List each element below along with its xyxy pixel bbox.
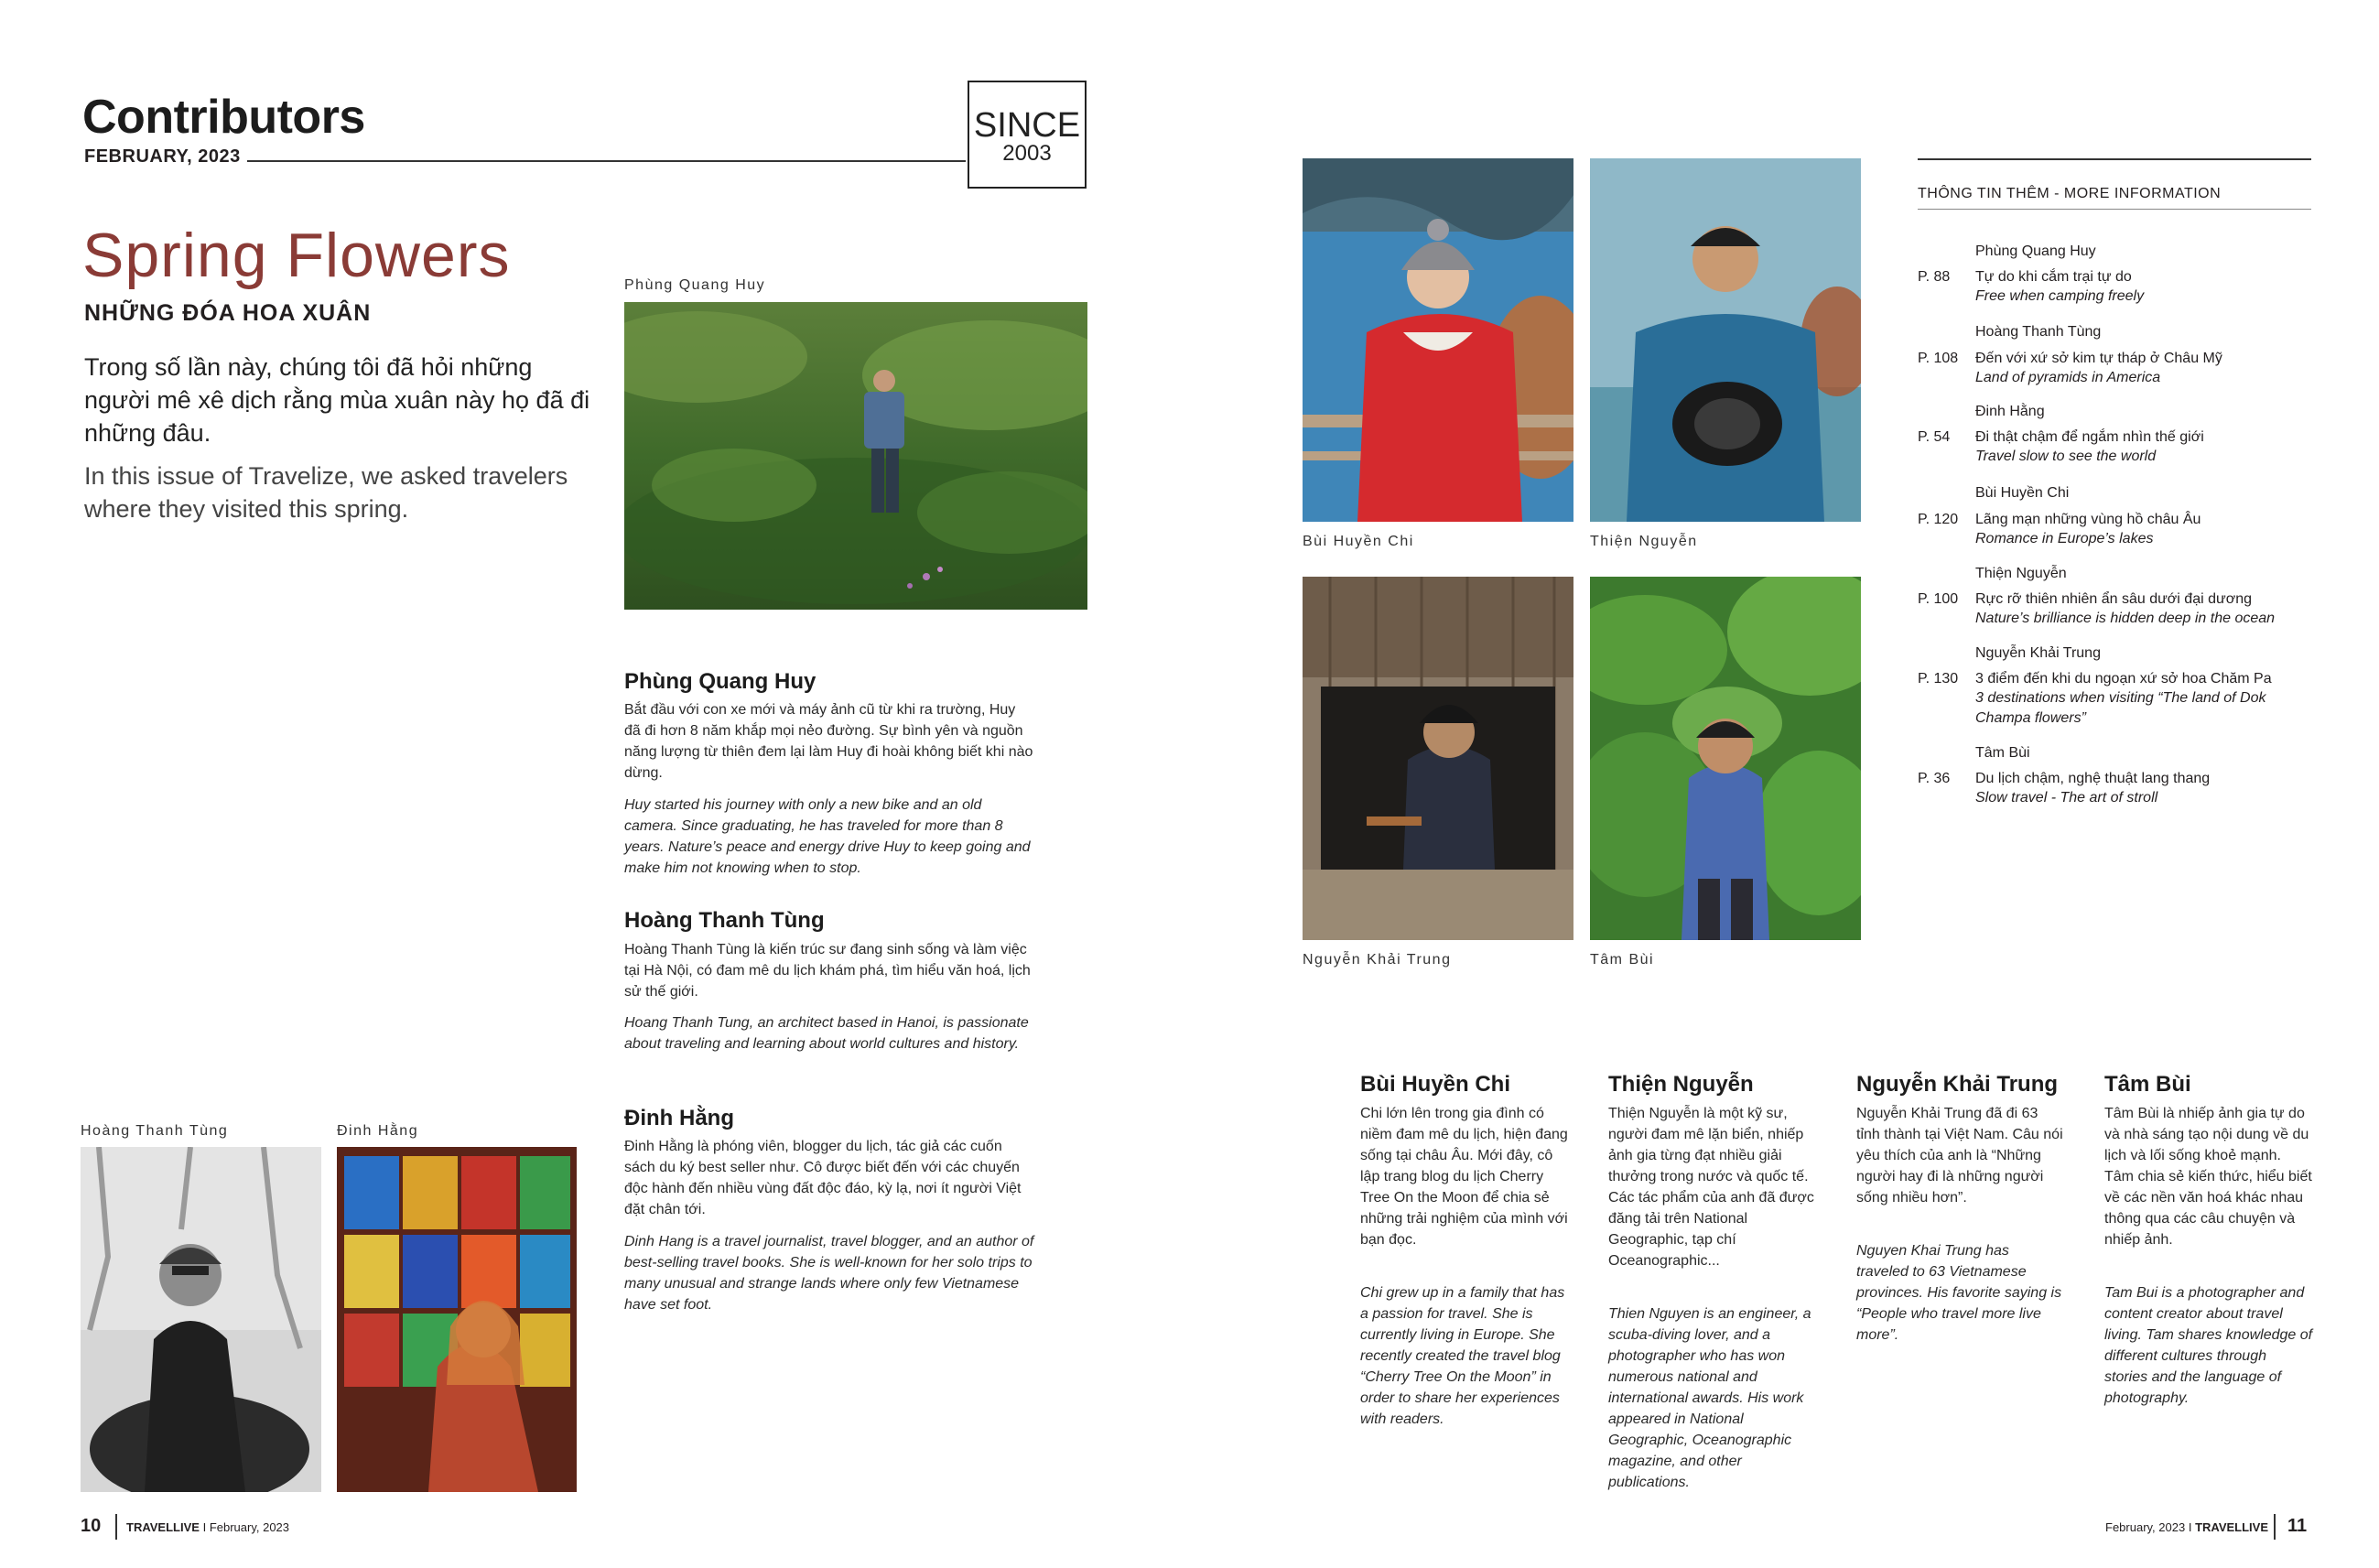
info-en-4: Nature’s brilliance is hidden deep in the ocean	[1975, 611, 2276, 626]
info-page-6: P. 36	[1918, 771, 1951, 786]
bio-en-huy: Huy started his journey with only a new bike and an old camera. Since graduating, he has traveled for more than 8 years. Nature’s peace and energy drive Huy to keep going and make him not knowing when to stop.	[624, 797, 1031, 876]
info-name-3: Bùi Huyền Chi	[1975, 485, 2070, 501]
footer-magazine-right	[2105, 1520, 2268, 1534]
photo-trung	[1303, 577, 1573, 940]
info-vn-3: Lãng mạn những vùng hồ châu Âu	[1975, 512, 2201, 527]
photo-chi	[1303, 158, 1573, 522]
info-header-rule	[1918, 209, 2311, 210]
page-title: Contributors	[82, 91, 365, 144]
footer-magazine-left	[126, 1520, 289, 1534]
info-en-6: Slow travel - The art of stroll	[1975, 790, 2158, 806]
bio-en-tung: Hoang Thanh Tung, an architect based in Hanoi, is passionate about traveling and learning about world cultures and history.	[624, 1015, 1029, 1052]
info-page-1: P. 108	[1918, 351, 1959, 366]
info-name-6: Tâm Bùi	[1975, 745, 2030, 761]
footer-date-right: February, 2023	[2105, 1520, 2186, 1534]
photo-huy	[624, 302, 1087, 610]
info-name-0: Phùng Quang Huy	[1975, 243, 2096, 259]
bio-vn-trung: Nguyễn Khải Trung đã đi 63 tỉnh thành tại Việt Nam. Câu nói yêu thích của anh là “Những người hay đi là những người sống nhiều hơn”.	[1856, 1106, 2063, 1206]
photo-hang	[337, 1147, 577, 1492]
bio-en-hang: Dinh Hang is a travel journalist, travel blogger, and an author of best-selling travel books. She is well-known for her solo trips to many unusual and strange lands where only few Vietnamese have set foot.	[624, 1234, 1034, 1313]
bio-name-chi: Bùi Huyền Chi	[1360, 1072, 1511, 1097]
info-en-0: Free when camping freely	[1975, 288, 2145, 304]
footer-divider-left	[115, 1514, 117, 1540]
bio-name-thien: Thiện Nguyễn	[1608, 1072, 1754, 1097]
footer-sep-right: I	[2188, 1520, 2192, 1534]
photo-caption-chi: Bùi Huyền Chi	[1303, 534, 1414, 549]
info-name-4: Thiện Nguyễn	[1975, 566, 2067, 581]
bio-vn-hang: Đinh Hằng là phóng viên, blogger du lịch, tác giả các cuốn sách du ký best seller như. Cô được biết đến với các chuyến độc hành đến nhiều vùng đất độc đáo, kỳ lạ, nơi ít người Việt đặt chân tới.	[624, 1139, 1022, 1217]
photo-caption-tam: Tâm Bùi	[1590, 952, 1655, 968]
info-en-1: Land of pyramids in America	[1975, 370, 2161, 385]
feature-title: Spring Flowers	[82, 221, 511, 290]
bio-name-tung: Hoàng Thanh Tùng	[624, 908, 825, 933]
page-number-right: 11	[2287, 1516, 2308, 1536]
info-en-5: 3 destinations when visiting “The land of Dok Champa flowers”	[1975, 690, 2266, 726]
bio-name-tam: Tâm Bùi	[2104, 1072, 2191, 1097]
photo-tam	[1590, 577, 1861, 940]
since-badge	[968, 81, 1087, 189]
info-name-2: Đinh Hằng	[1975, 404, 2045, 419]
info-page-2: P. 54	[1918, 429, 1951, 445]
since-year: 2003	[1002, 141, 1052, 166]
bio-vn-tam: Tâm Bùi là nhiếp ảnh gia tự do và nhà sáng tạo nội dung về du lịch và lối sống khoẻ mạnh. Tâm chia sẻ kiến thức, hiểu biết về các nền văn hoá khác nhau thông qua các câu chuyện và nhiếp ảnh.	[2104, 1106, 2312, 1248]
header-divider	[247, 160, 966, 162]
photo-tung	[81, 1147, 321, 1492]
bio-vn-chi: Chi lớn lên trong gia đình có niềm đam mê du lịch, hiện đang sống tại châu Âu. Mới đây, cô lập trang blog du lịch Cherry Tree On the Moon để chia sẻ những trải nghiệm của mình với bạn đọc.	[1360, 1106, 1568, 1248]
bio-name-trung: Nguyễn Khải Trung	[1856, 1072, 2059, 1097]
feature-subtitle: NHỮNG ĐÓA HOA XUÂN	[84, 300, 372, 326]
intro-english: In this issue of Travelize, we asked travelers where they visited this spring.	[84, 462, 568, 523]
more-info-header: THÔNG TIN THÊM - MORE INFORMATION	[1918, 186, 2222, 201]
page-number-left: 10	[81, 1516, 102, 1536]
info-vn-5: 3 điểm đến khi du ngoạn xứ sở hoa Chăm Pa	[1975, 671, 2272, 687]
bio-en-thien: Thien Nguyen is an engineer, a scuba-diving lover, and a photographer who has won numerous national and international awards. His work appeared in National Geographic, Oceanographic magazine, and other publications.	[1608, 1306, 1811, 1490]
bio-vn-thien: Thiện Nguyễn là một kỹ sư, người đam mê lặn biển, nhiếp ảnh gia từng đạt nhiều giải thưởng trong nước và quốc tế. Các tác phẩm của anh đã được đăng tải trên National Geographic, tạp chí Oceanographic...	[1608, 1106, 1814, 1269]
info-vn-0: Tự do khi cắm trại tự do	[1975, 269, 2132, 285]
since-word: SINCE	[973, 106, 1081, 145]
bio-name-huy: Phùng Quang Huy	[624, 669, 816, 694]
bio-en-trung: Nguyen Khai Trung has traveled to 63 Vietnamese provinces. His favorite saying is “People who travel more live more”.	[1856, 1243, 2062, 1343]
bio-name-hang: Đinh Hằng	[624, 1106, 734, 1130]
intro-vietnamese: Trong số lần này, chúng tôi đã hỏi những người mê xê dịch rằng mùa xuân này họ đã đi những đâu.	[84, 353, 590, 447]
info-vn-2: Đi thật chậm để ngắm nhìn thế giới	[1975, 429, 2204, 445]
info-vn-4: Rực rỡ thiên nhiên ẩn sâu dưới đại dương	[1975, 591, 2252, 607]
footer-brand-left: TRAVELLIVE	[126, 1520, 200, 1534]
info-en-3: Romance in Europe’s lakes	[1975, 531, 2154, 546]
info-en-2: Travel slow to see the world	[1975, 449, 2157, 464]
photo-caption-thien: Thiện Nguyễn	[1590, 534, 1698, 549]
bio-en-chi: Chi grew up in a family that has a passion for travel. She is currently living in Europe. She recently created the travel blog “Cherry Tree On the Moon” in order to share her experiences with readers.	[1360, 1285, 1565, 1427]
info-vn-6: Du lịch chậm, nghệ thuật lang thang	[1975, 771, 2211, 786]
info-name-1: Hoàng Thanh Tùng	[1975, 324, 2102, 340]
info-top-rule	[1918, 158, 2311, 160]
photo-caption-tung: Hoàng Thanh Tùng	[81, 1123, 229, 1139]
footer-brand-right: TRAVELLIVE	[2195, 1520, 2269, 1534]
photo-caption-trung: Nguyễn Khải Trung	[1303, 952, 1452, 968]
photo-caption-huy: Phùng Quang Huy	[624, 277, 766, 293]
bio-vn-huy: Bắt đầu với con xe mới và máy ảnh cũ từ khi ra trường, Huy đã đi hơn 8 năm khắp mọi nẻo đường. Sự bình yên và nguồn năng lượng từ thiên đem lại làm Huy đi hoài không biết khi nào dừng.	[624, 702, 1033, 781]
issue-date: FEBRUARY, 2023	[84, 146, 241, 167]
bio-en-tam: Tam Bui is a photographer and content creator about travel living. Tam shares knowledge of different cultures through stories and the language of photography.	[2104, 1285, 2313, 1406]
photo-caption-hang: Đinh Hằng	[337, 1123, 419, 1139]
footer-sep-left: I	[202, 1520, 207, 1534]
footer-date-left: February, 2023	[209, 1520, 290, 1534]
photo-thien	[1590, 158, 1861, 522]
footer-divider-right	[2274, 1514, 2276, 1540]
info-vn-1: Đến với xứ sở kim tự tháp ở Châu Mỹ	[1975, 351, 2222, 366]
info-page-0: P. 88	[1918, 269, 1951, 285]
info-page-4: P. 100	[1918, 591, 1959, 607]
info-page-5: P. 130	[1918, 671, 1959, 687]
bio-vn-tung: Hoàng Thanh Tùng là kiến trúc sư đang sinh sống và làm việc tại Hà Nội, có đam mê du lịch khám phá, tìm hiểu văn hoá, lịch sử thế giới.	[624, 942, 1031, 1000]
info-page-3: P. 120	[1918, 512, 1959, 527]
info-name-5: Nguyễn Khải Trung	[1975, 645, 2101, 661]
